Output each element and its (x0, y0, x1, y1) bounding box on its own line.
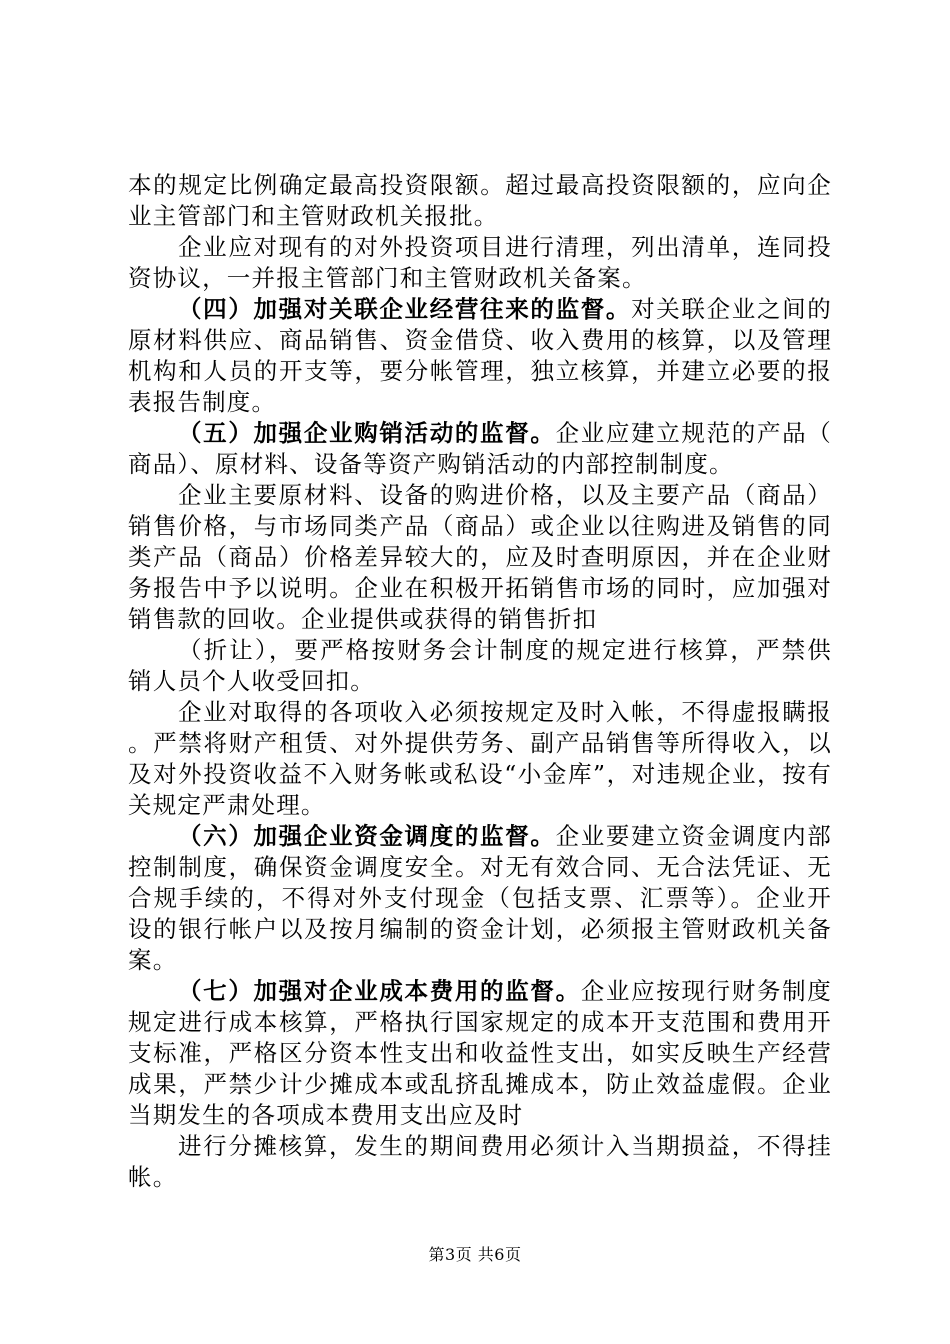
paragraph (128, 1131, 832, 1193)
paragraph-text: 企业应建立规范的产品（商品）、原材料、设备等资产购销活动的内部控制制度。 (128, 419, 832, 478)
paragraph (128, 418, 832, 480)
paragraph (128, 480, 832, 635)
paragraph-heading: （四）加强对关联企业经营往来的监督。 (178, 295, 632, 323)
paragraph (128, 170, 832, 232)
paragraph-heading: （六）加强企业资金调度的监督。 (178, 822, 556, 850)
paragraph-heading: （七）加强对企业成本费用的监督。 (178, 977, 581, 1005)
paragraph-text: 对关联企业之间的原材料供应、商品销售、资金借贷、收入费用的核算，以及管理机构和人员的开支等，要分帐管理，独立核算，并建立必要的报表报告制度。 (128, 295, 832, 416)
paragraph-heading: （五）加强企业购销活动的监督。 (178, 419, 556, 447)
paragraph (128, 821, 832, 976)
paragraph (128, 232, 832, 294)
paragraph-text: 企业主要原材料、设备的购进价格，以及主要产品（商品）销售价格，与市场同类产品（商品）或企业以往购进及销售的同类产品（商品）价格差异较大的，应及时查明原因，并在企业财务报告中予以说明。企业在积极开拓销售市场的同时，应加强对销售款的回收。企业提供或获得的销售折扣 (128, 481, 832, 633)
paragraph-text: 企业应对现有的对外投资项目进行清理，列出清单，连同投资协议，一并报主管部门和主管财政机关备案。 (128, 233, 832, 292)
paragraph-text: 本的规定比例确定最高投资限额。超过最高投资限额的，应向企业主管部门和主管财政机关报批。 (128, 171, 832, 230)
paragraph-text: 企业对取得的各项收入必须按规定及时入帐，不得虚报瞒报。严禁将财产租赁、对外提供劳务、副产品销售等所得收入，以及对外投资收益不入财务帐或私设“小金库”，对违规企业，按有关规定严肃处理。 (128, 698, 832, 819)
paragraph-text: 进行分摊核算，发生的期间费用必须计入当期损益，不得挂帐。 (128, 1132, 832, 1191)
paragraph (128, 635, 832, 697)
document-body (128, 170, 832, 1193)
paragraph (128, 697, 832, 821)
paragraph (128, 976, 832, 1131)
page-number: 第3页 共6页 (428, 1245, 522, 1264)
paragraph (128, 294, 832, 418)
page-footer (0, 1242, 950, 1265)
paragraph-text: 企业应按现行财务制度规定进行成本核算，严格执行国家规定的成本开支范围和费用开支标准，严格区分资本性支出和收益性支出，如实反映生产经营成果，严禁少计少摊成本或乱挤乱摊成本，防止效益虚假。企业当期发生的各项成本费用支出应及时 (128, 977, 832, 1129)
paragraph-text: （折让），要严格按财务会计制度的规定进行核算，严禁供销人员个人收受回扣。 (128, 636, 832, 695)
paragraph-text: 企业要建立资金调度内部控制制度，确保资金调度安全。对无有效合同、无合法凭证、无合规手续的，不得对外支付现金（包括支票、汇票等）。企业开设的银行帐户以及按月编制的资金计划，必须报主管财政机关备案。 (128, 822, 832, 974)
